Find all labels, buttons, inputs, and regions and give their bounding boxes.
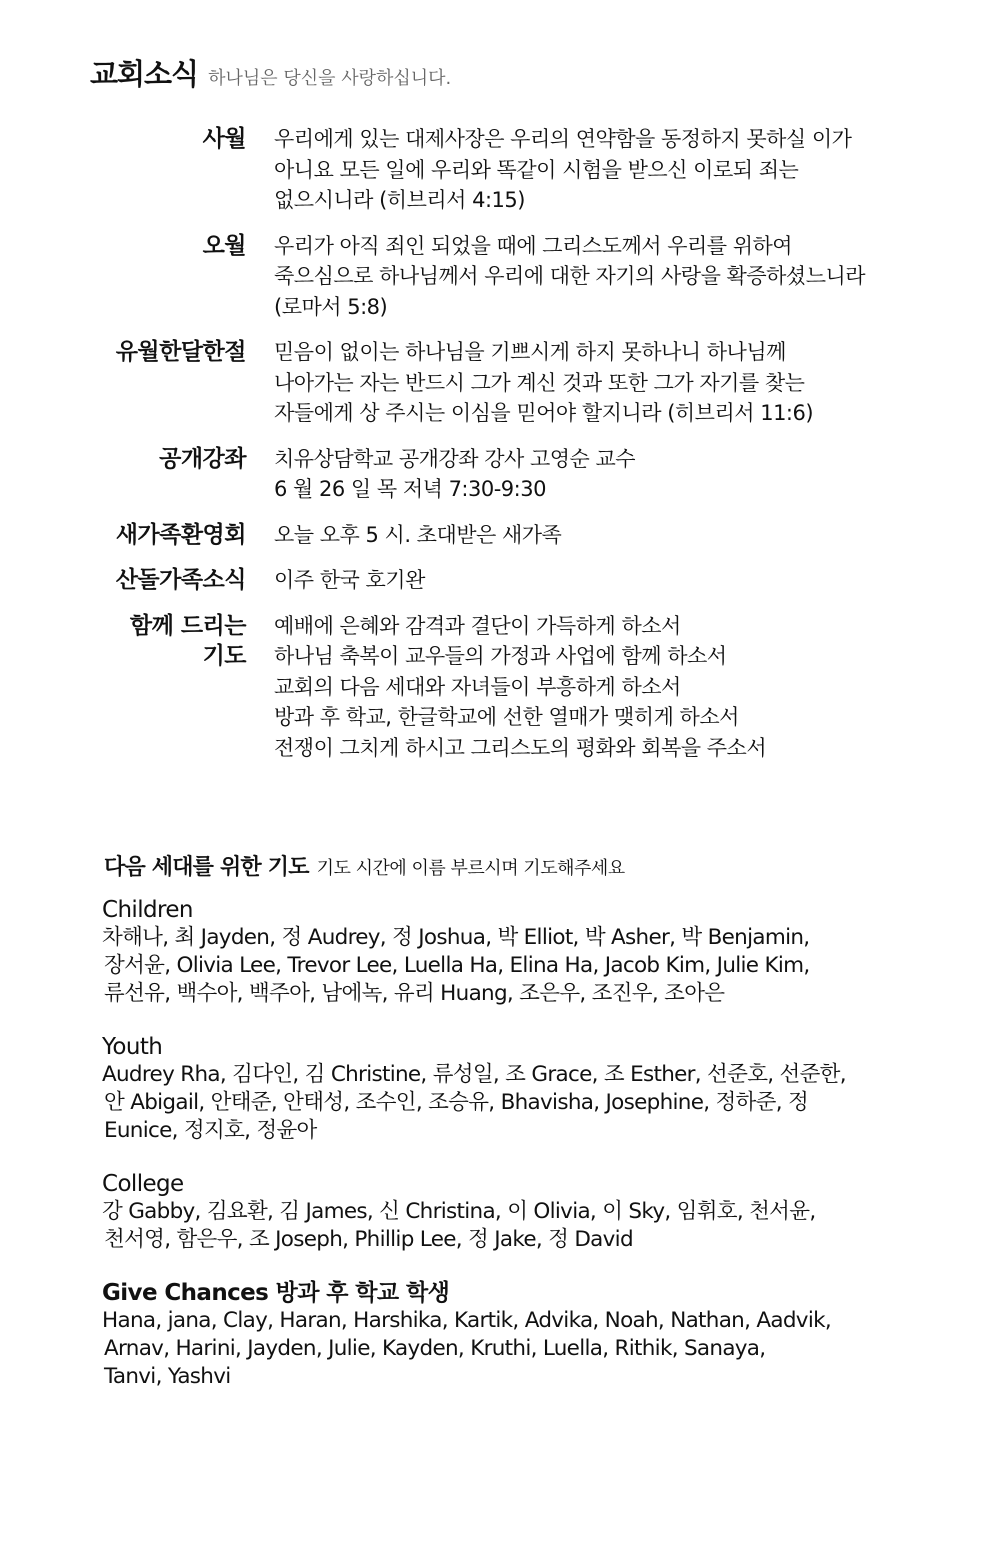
prayer-name-line: Eunice, 정지호, 정윤아 — [104, 1118, 317, 1143]
news-label — [0, 565, 246, 595]
prayer-name-line: 강 Gabby, 김요환, 김 James, 신 Christina, 이 Olivia, 이 Sky, 임휘호, 천서윤, — [102, 1199, 816, 1224]
prayer-group-name: Give Chances 방과 후 학교 학생 — [102, 1280, 450, 1306]
news-text-line: 6 월 26 일 목 저녁 7:30-9:30 — [274, 477, 546, 501]
prayer-group-name: Youth — [102, 1034, 163, 1060]
prayer-name-line: Arnav, Harini, Jayden, Julie, Kayden, Kruthi, Luella, Rithik, Sanaya, — [104, 1336, 766, 1361]
prayer-name-line: 천서영, 함은우, 조 Joseph, Phillip Lee, 정 Jake, 정 David — [104, 1227, 633, 1252]
prayer-name-line: Hana, jana, Clay, Haran, Harshika, Kartik, Advika, Noah, Nathan, Aadvik, — [102, 1308, 831, 1333]
news-text-line: 나아가는 자는 반드시 그가 계신 것과 또한 그가 자기를 찾는 — [274, 370, 805, 395]
news-label — [0, 231, 246, 261]
news-label-line: 공개강좌 — [159, 445, 246, 472]
news-text-line: 치유상담학교 공개강좌 강사 고영순 교수 — [274, 446, 636, 471]
prayer-group — [102, 1033, 982, 1145]
news-text-line: (로마서 5:8) — [274, 294, 388, 319]
news-label — [0, 611, 246, 671]
prayer-name-line: 장서윤, Olivia Lee, Trevor Lee, Luella Ha, Elina Ha, Jacob Kim, Julie Kim, — [104, 953, 810, 978]
news-text-line: 죽으심으로 하나님께서 우리에 대한 자기의 사랑을 확증하셨느니라 — [274, 264, 866, 288]
prayer-group — [102, 896, 982, 1008]
news-text-line: 방과 후 학교, 한글학교에 선한 열매가 맺히게 하소서 — [274, 705, 739, 729]
prayer-name-line: Tanvi, Yashvi — [104, 1364, 231, 1389]
news-label-line: 함께 드리는 — [129, 612, 246, 639]
page-title: 교회소식 — [90, 57, 199, 91]
header — [90, 52, 451, 93]
nextgen-title: 다음 세대를 위한 기도 — [104, 855, 309, 880]
prayer-name-line: 차해나, 최 Jayden, 정 Audrey, 정 Joshua, 박 Elliot, 박 Asher, 박 Benjamin, — [102, 925, 810, 950]
prayer-group — [102, 1279, 982, 1391]
news-label-line: 오월 — [202, 232, 246, 259]
news-item — [0, 611, 1000, 764]
news-text — [274, 231, 974, 323]
news-text-line: 아니요 모든 일에 우리와 똑같이 시험을 받으신 이로되 죄는 — [274, 157, 799, 182]
news-text-line: 우리에게 있는 대제사장은 우리의 연약함을 동정하지 못하실 이가 — [274, 127, 852, 151]
prayer-group-name: College — [102, 1171, 184, 1197]
news-text — [274, 611, 974, 764]
news-text-line: 없으시니라 (히브리서 4:15) — [274, 188, 525, 212]
news-item — [0, 565, 1000, 596]
news-item — [0, 124, 1000, 216]
prayer-group — [102, 1170, 982, 1254]
news-label-line: 산돌가족소식 — [115, 567, 246, 593]
prayer-group-name: Children — [102, 897, 193, 923]
news-label — [0, 337, 246, 367]
prayer-name-line: Audrey Rha, 김다인, 김 Christine, 류성일, 조 Grace, 조 Esther, 선준호, 선준한, — [102, 1062, 846, 1087]
church-news-list — [0, 124, 1000, 778]
news-label-line: 기도 — [202, 642, 246, 669]
news-text — [274, 520, 974, 551]
news-text-line: 교회의 다음 세대와 자녀들이 부흥하게 하소서 — [274, 674, 681, 699]
news-label-line: 유월한달한절 — [115, 339, 246, 365]
news-text — [274, 565, 974, 596]
news-text-line: 하나님 축복이 교우들의 가정과 사업에 함께 하소서 — [274, 644, 727, 668]
news-text-line: 예배에 은혜와 감격과 결단이 가득하게 하소서 — [274, 613, 681, 638]
news-label — [0, 520, 246, 550]
news-item — [0, 520, 1000, 551]
news-text-line: 전쟁이 그치게 하시고 그리스도의 평화와 회복을 주소서 — [274, 735, 767, 760]
news-label-line: 새가족환영회 — [115, 521, 246, 548]
nextgen-subtitle: 기도 시간에 이름 부르시며 기도해주세요 — [316, 858, 625, 879]
news-text — [274, 337, 974, 429]
news-text-line: 우리가 아직 죄인 되었을 때에 그리스도께서 우리를 위하여 — [274, 233, 793, 258]
news-text — [274, 124, 974, 216]
news-item — [0, 337, 1000, 429]
prayer-groups — [102, 896, 982, 1416]
nextgen-prayer-heading — [104, 850, 984, 881]
news-item — [0, 444, 1000, 505]
news-label-line: 사월 — [202, 126, 246, 152]
news-text-line: 이주 한국 호기완 — [274, 568, 425, 592]
news-text — [274, 444, 974, 505]
news-text-line: 오늘 오후 5 시. 초대받은 새가족 — [274, 522, 562, 547]
news-label — [0, 444, 246, 474]
page-subtitle: 하나님은 당신을 사랑하십니다. — [208, 68, 452, 89]
news-text-line: 믿음이 없이는 하나님을 기쁘시게 하지 못하나니 하나님께 — [274, 340, 786, 364]
news-label — [0, 124, 246, 154]
news-item — [0, 231, 1000, 323]
prayer-name-line: 류선유, 백수아, 백주아, 남에녹, 유리 Huang, 조은우, 조진우, 조아은 — [104, 981, 725, 1006]
news-text-line: 자들에게 상 주시는 이심을 믿어야 할지니라 (히브리서 11:6) — [274, 401, 814, 425]
prayer-name-line: 안 Abigail, 안태준, 안태성, 조수인, 조승유, Bhavisha, Josephine, 정하준, 정 — [104, 1090, 809, 1115]
